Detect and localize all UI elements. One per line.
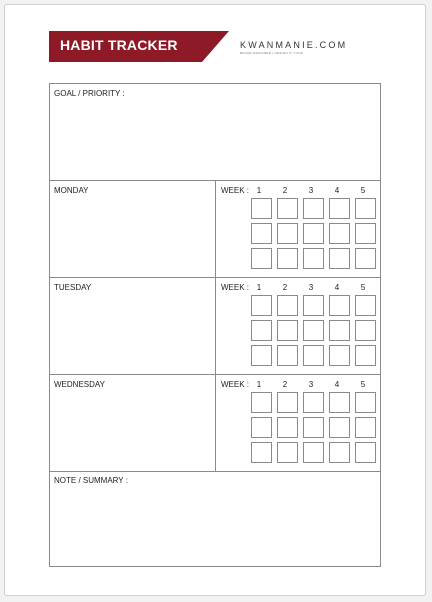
note-section[interactable] xyxy=(50,471,380,568)
habit-checkbox-tuesday-week5-row3[interactable] xyxy=(355,345,376,366)
day-section-wednesday xyxy=(50,375,380,472)
habit-checkbox-wednesday-week5-row1[interactable] xyxy=(355,392,376,413)
habit-checkbox-wednesday-week5-row2[interactable] xyxy=(355,417,376,438)
habit-checkbox-wednesday-week1-row2[interactable] xyxy=(251,417,272,438)
week-number-5: 5 xyxy=(360,380,366,389)
week-number-4: 4 xyxy=(334,283,340,292)
habit-checkbox-tuesday-week4-row1[interactable] xyxy=(329,295,350,316)
day-label: TUESDAY xyxy=(54,283,92,292)
habit-checkbox-tuesday-week3-row2[interactable] xyxy=(303,320,324,341)
goal-label: GOAL / PRIORITY : xyxy=(54,89,125,98)
tracker-frame xyxy=(49,83,381,567)
habit-checkbox-wednesday-week2-row3[interactable] xyxy=(277,442,298,463)
week-number-2: 2 xyxy=(282,380,288,389)
habit-checkbox-tuesday-week1-row2[interactable] xyxy=(251,320,272,341)
goal-section[interactable] xyxy=(50,84,380,181)
habit-checkbox-monday-week4-row3[interactable] xyxy=(329,248,350,269)
column-divider xyxy=(215,375,216,471)
note-label: NOTE / SUMMARY : xyxy=(54,476,128,485)
day-section-monday xyxy=(50,181,380,278)
week-number-3: 3 xyxy=(308,380,314,389)
habit-checkbox-monday-week2-row1[interactable] xyxy=(277,198,298,219)
week-number-3: 3 xyxy=(308,186,314,195)
habit-checkbox-wednesday-week1-row1[interactable] xyxy=(251,392,272,413)
column-divider xyxy=(215,181,216,277)
habit-checkbox-wednesday-week3-row3[interactable] xyxy=(303,442,324,463)
week-number-1: 1 xyxy=(256,283,262,292)
page-title: HABIT TRACKER xyxy=(60,37,178,53)
habit-checkbox-wednesday-week2-row2[interactable] xyxy=(277,417,298,438)
habit-checkbox-wednesday-week4-row3[interactable] xyxy=(329,442,350,463)
habit-checkbox-tuesday-week4-row2[interactable] xyxy=(329,320,350,341)
week-label: WEEK : xyxy=(221,186,250,195)
week-number-2: 2 xyxy=(282,283,288,292)
day-label: WEDNESDAY xyxy=(54,380,105,389)
habit-checkbox-monday-week5-row1[interactable] xyxy=(355,198,376,219)
habit-checkbox-tuesday-week2-row1[interactable] xyxy=(277,295,298,316)
habit-checkbox-tuesday-week5-row2[interactable] xyxy=(355,320,376,341)
habit-checkbox-monday-week1-row3[interactable] xyxy=(251,248,272,269)
column-divider xyxy=(215,278,216,374)
habit-checkbox-monday-week3-row1[interactable] xyxy=(303,198,324,219)
habit-checkbox-monday-week1-row1[interactable] xyxy=(251,198,272,219)
habit-checkbox-tuesday-week5-row1[interactable] xyxy=(355,295,376,316)
brand-name: KWANMANIE.COM xyxy=(240,40,348,50)
habit-checkbox-tuesday-week1-row3[interactable] xyxy=(251,345,272,366)
week-number-2: 2 xyxy=(282,186,288,195)
habit-checkbox-tuesday-week3-row1[interactable] xyxy=(303,295,324,316)
week-number-4: 4 xyxy=(334,380,340,389)
week-label: WEEK : xyxy=(221,283,250,292)
week-number-5: 5 xyxy=(360,283,366,292)
habit-checkbox-tuesday-week2-row2[interactable] xyxy=(277,320,298,341)
habit-checkbox-monday-week2-row3[interactable] xyxy=(277,248,298,269)
habit-checkbox-tuesday-week1-row1[interactable] xyxy=(251,295,272,316)
habit-checkbox-monday-week5-row3[interactable] xyxy=(355,248,376,269)
habit-checkbox-monday-week4-row1[interactable] xyxy=(329,198,350,219)
week-number-4: 4 xyxy=(334,186,340,195)
week-number-1: 1 xyxy=(256,380,262,389)
habit-checkbox-monday-week4-row2[interactable] xyxy=(329,223,350,244)
habit-checkbox-wednesday-week5-row3[interactable] xyxy=(355,442,376,463)
brand-tagline: BRAND DESIGNER | DESIGN IT YOUR xyxy=(240,51,304,55)
habit-checkbox-wednesday-week3-row2[interactable] xyxy=(303,417,324,438)
habit-checkbox-wednesday-week2-row1[interactable] xyxy=(277,392,298,413)
habit-checkbox-monday-week3-row2[interactable] xyxy=(303,223,324,244)
habit-checkbox-tuesday-week4-row3[interactable] xyxy=(329,345,350,366)
habit-checkbox-wednesday-week4-row1[interactable] xyxy=(329,392,350,413)
habit-checkbox-wednesday-week3-row1[interactable] xyxy=(303,392,324,413)
week-number-1: 1 xyxy=(256,186,262,195)
week-number-3: 3 xyxy=(308,283,314,292)
day-label: MONDAY xyxy=(54,186,89,195)
habit-checkbox-monday-week2-row2[interactable] xyxy=(277,223,298,244)
habit-checkbox-tuesday-week3-row3[interactable] xyxy=(303,345,324,366)
habit-checkbox-monday-week3-row3[interactable] xyxy=(303,248,324,269)
habit-checkbox-monday-week5-row2[interactable] xyxy=(355,223,376,244)
week-number-5: 5 xyxy=(360,186,366,195)
habit-checkbox-monday-week1-row2[interactable] xyxy=(251,223,272,244)
habit-checkbox-tuesday-week2-row3[interactable] xyxy=(277,345,298,366)
habit-checkbox-wednesday-week1-row3[interactable] xyxy=(251,442,272,463)
week-label: WEEK : xyxy=(221,380,250,389)
habit-checkbox-wednesday-week4-row2[interactable] xyxy=(329,417,350,438)
day-section-tuesday xyxy=(50,278,380,375)
